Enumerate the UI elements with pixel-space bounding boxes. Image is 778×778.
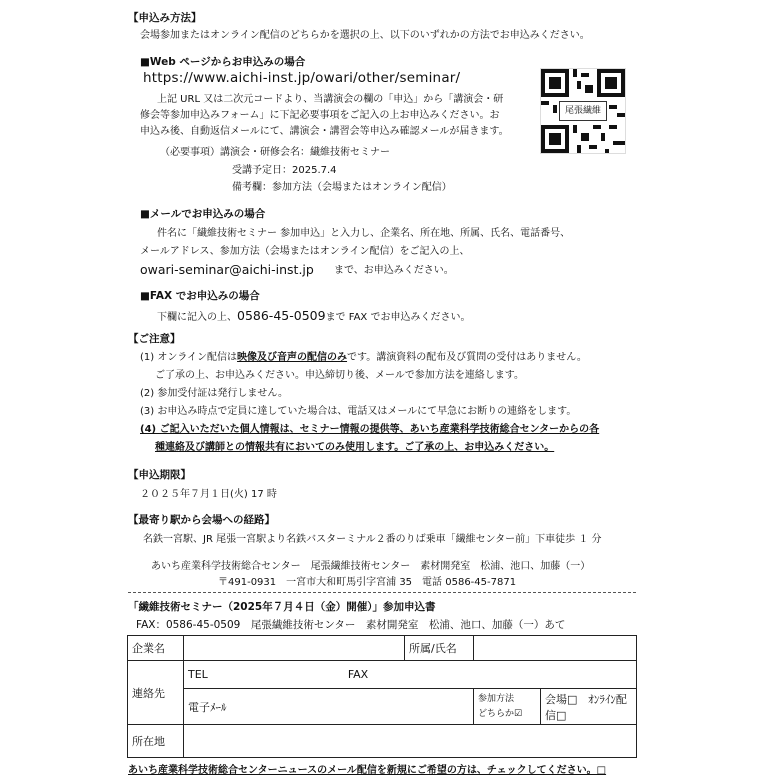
tel-label: TEL: [188, 668, 208, 681]
mail-address[interactable]: owari-seminar@aichi-inst.jp: [140, 262, 314, 277]
apply-method-intro: 会場参加またはオンライン配信のどちらかを選択の上、以下のいずれかの方法でお申込みください。: [140, 30, 590, 41]
mail-line-1: 件名に「繊維技術セミナー 参加申込」と入力し、企業名、所在地、所属、氏名、電話番号、: [157, 228, 571, 239]
qr-code[interactable]: [540, 68, 626, 154]
method-label-2: どちらか☑: [478, 708, 523, 719]
web-requirement-1: （必要事項）講演会・研修会名：繊維技術セミナー: [160, 147, 390, 158]
method-options[interactable]: 会場□ ｵﾝﾗｲﾝ配信□: [541, 689, 637, 725]
mail-line-3: まで、お申込みください。: [334, 265, 454, 276]
qr-label: 尾張繊維: [559, 101, 607, 121]
email-label: 電子ﾒｰﾙ: [188, 700, 227, 714]
cut-line: [128, 592, 636, 593]
company-label: 企業名: [128, 636, 184, 661]
fax-number: 0586-45-0509: [237, 308, 326, 323]
application-form: [127, 635, 637, 758]
web-para-2: 修会等参加申込みフォーム」に下記必要事項をご記入の上お申込みください。お: [140, 110, 500, 121]
fax-label: FAX: [347, 668, 369, 681]
mail-heading: ■メールでお申込みの場合: [140, 208, 266, 220]
tel-fax-field[interactable]: [184, 661, 637, 689]
email-field[interactable]: [184, 689, 474, 725]
note-1-d: ご了承の上、お申込みください。申込締切り後、メールで参加方法を連絡します。: [155, 370, 524, 381]
note-2: (2) 参加受付証は発行しません。: [140, 388, 288, 399]
contact-label: 連絡先: [128, 661, 184, 725]
contact-line-1: あいち産業科学技術総合センター 尾張繊維技術センター 素材開発室 松浦、池口、加藤（一）: [151, 561, 591, 572]
note-1-c: です。講演資料の配布及び質問の受付はありません。: [347, 352, 587, 363]
deadline-value: ２０２５年７月１日(火) 17 時: [140, 489, 277, 500]
fax-post: まで FAX でお申込みください。: [325, 312, 471, 323]
method-label-1: 参加方法: [478, 693, 515, 704]
mail-line-2: メールアドレス、参加方法（会場またはオンライン配信）をご記入の上、: [140, 246, 470, 257]
company-field[interactable]: [184, 636, 405, 661]
note-4-b: 種連絡及び講師との情報共有においてのみ使用します。ご了承の上、お申込みください。: [155, 442, 555, 453]
web-para-3: 申込み後、自動返信メールにて、講演会・講習会等申込み確認メールが届きます。: [140, 126, 509, 137]
newsletter-checkbox-line[interactable]: あいち産業科学技術総合センターニュースのメール配信を新規にご希望の方は、チェックしてください。□: [128, 765, 607, 776]
notes-heading: 【ご注意】: [128, 333, 181, 345]
web-requirement-2: 受講予定日：2025.7.4: [232, 165, 337, 176]
fax-pre: 下欄に記入の上、: [157, 312, 237, 323]
address-field[interactable]: [184, 725, 637, 758]
address-label: 所在地: [128, 725, 184, 758]
note-3: (3) お申込み時点で定員に達していた場合は、電話又はメールにて早急にお断りの連絡をします。: [140, 406, 577, 417]
fax-line: [157, 309, 470, 324]
form-title: 「繊維技術セミナー（2025年７月４日（金）開催）」参加申込書: [128, 601, 436, 613]
web-url[interactable]: https://www.aichi-inst.jp/owari/other/seminar/: [143, 70, 461, 86]
method-label: [474, 689, 541, 725]
web-heading: ■Web ページからお申込みの場合: [140, 56, 306, 68]
web-requirement-3: 備考欄：参加方法（会場またはオンライン配信）: [232, 182, 452, 193]
route-heading: 【最寄り駅から会場への経路】: [128, 514, 275, 526]
deadline-heading: 【申込期限】: [128, 469, 191, 481]
note-1-emphasis: 映像及び音声の配信のみ: [237, 352, 348, 363]
note-1: [140, 351, 587, 364]
apply-method-heading: 【申込み方法】: [128, 12, 202, 24]
form-fax-line: FAX：0586-45-0509 尾張繊維技術センター 素材開発室 松浦、池口、加藤（一）あて: [136, 619, 566, 631]
note-4-a: (4) ご記入いただいた個人情報は、セミナー情報の提供等、あいち産業科学技術総合センターからの各: [140, 424, 600, 435]
fax-heading: ■FAX でお申込みの場合: [140, 290, 260, 302]
dept-field[interactable]: [474, 636, 637, 661]
route-text: 名鉄一宮駅、JR 尾張一宮駅より名鉄バスターミナル２番のりば乗車「繊維センター前」下車徒歩 １ 分: [143, 534, 602, 545]
dept-label: 所属/氏名: [405, 636, 474, 661]
web-para-1: 上記 URL 又は二次元コードより、当講演会の欄の「申込」から「講演会・研: [157, 94, 504, 105]
note-1-a: (1) オンライン配信は: [140, 352, 238, 363]
contact-line-2: 〒491-0931 一宮市大和町馬引字宮浦 35 電話 0586-45-7871: [218, 577, 517, 588]
